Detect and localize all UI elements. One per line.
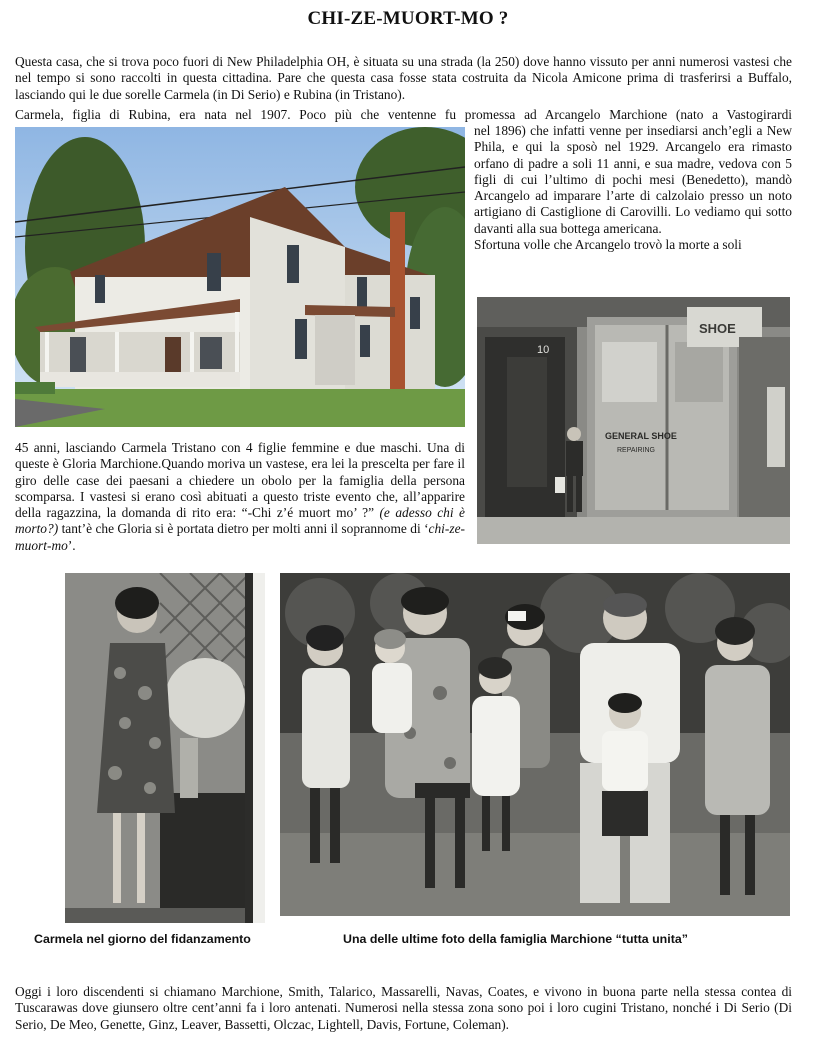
paragraph-descendants: Oggi i loro discendenti si chiamano Marchione, Smith, Talarico, Massarelli, Navas, Coates, e vivono in buona parte nella stessa contea di Tuscarawas dove giunsero oltre cent’anni fa i loro antenati. Numerosi nella stessa zona sono poi i loro cugini Tristano, nonché i Di Serio (Di Serio, De Meo, Genette, Ginz, Leaver, Bassetti, Olczac, Lightell, Davis, Fortune, Coleman). [15,984,792,1032]
paragraph-arcangelo [474,123,792,253]
paragraph-gloria [15,440,465,554]
paragraph-gloria-translation: (e adesso chi è morto?) [15,505,465,537]
paragraph-gloria-text: 45 anni, lasciando Carmela Tristano con 4 figlie femmine e due maschi. Una di queste è Gloria Marchione.Quando moriva un vastese, era lei la prescelta per fare il giro delle case dei paesani a chiedere un obolo per la famiglia della persona scomparsa. I vastesi si erano così abituati a questo triste evento che, all’apparire della ragazzina, la domanda di rito era: “-Chi z’é muort mo’ ?” [15,440,465,521]
paragraph-gloria-text-2: tant’è che Gloria si è portata dietro per molti anni il soprannome di ‘ [61,521,429,537]
nickname: chi-ze-muort-mo [15,521,465,553]
family-photo [280,573,790,916]
caption-carmela: Carmela nel giorno del fidanzamento [34,932,251,946]
page-title: CHI-ZE-MUORT-MO ? [307,8,509,29]
carmela-photo [65,573,265,923]
shop-top-sign: SHOE [699,321,736,336]
paragraph-carmela-start: Carmela, figlia di Rubina, era nata nel 1907. Poco più che ventenne fu promessa ad Arcangelo Marchione (nato a Vastogirardi [15,107,792,122]
house-photo [15,127,465,427]
shop-window-sign-2: REPAIRING [617,447,655,454]
shoe-shop-photo [477,297,790,544]
paragraph-arcangelo-text: nel 1896) che infatti venne per insediarsi anch’egli a New Phila, e qui la sposò nel 1929. Arcangelo era rimasto orfano di padre a soli 11 anni, e sua madre, vedova con 5 figli di cui l’ultimo di pochi mesi (Benedetto), mandò Arcangelo ad imparare l’arte di calzolaio presso un noto artigiano di Castiglione di Carovilli. Lo vediamo qui sotto davanti alla sua bottega americana. [474,123,792,236]
shop-number: 10 [537,344,550,356]
intro-paragraph: Questa casa, che si trova poco fuori di New Philadelphia OH, è situata su una strada (la 250) dove hanno vissuto per anni numerosi vastesi che nel tempo si sono raccolti in questa cittadina. Pare che questa casa fosse stata costruita da Nicola Amicone prima di trasferirsi a Buffalo, lasciando qui le due sorelle Carmela (in Di Serio) e Rubina (in Tristano). [15,54,792,102]
paragraph-arcangelo-end: Sfortuna volle che Arcangelo trovò la morte a soli [474,237,742,253]
caption-family: Una delle ultime foto della famiglia Marchione “tutta unita” [343,932,688,946]
shop-window-sign: GENERAL SHOE [605,431,677,441]
paragraph-gloria-end: ’. [67,537,76,553]
